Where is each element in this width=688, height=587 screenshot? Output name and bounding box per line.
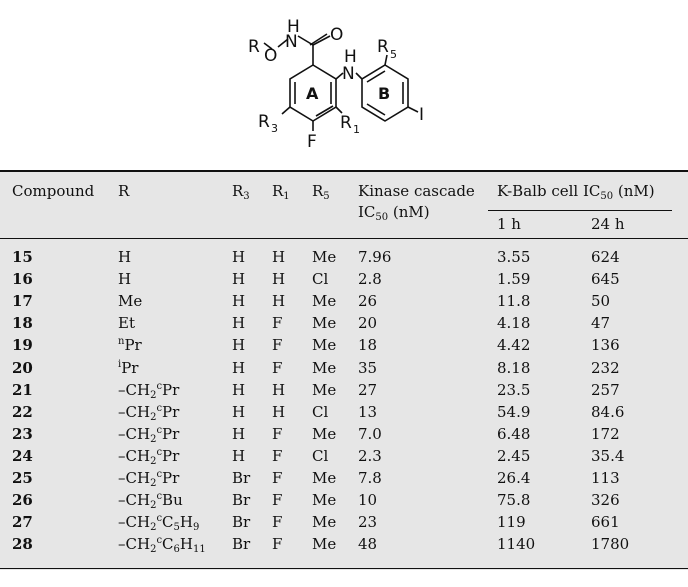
cell-kinase: 13 xyxy=(358,402,378,421)
structure-drawing xyxy=(230,12,450,160)
cell-r xyxy=(118,268,131,290)
cell-r xyxy=(118,312,135,334)
cell-r3: H xyxy=(232,292,246,311)
cell-r3: H xyxy=(232,336,246,355)
cell-1h: 2.45 xyxy=(497,446,531,465)
cell-compound: 22 xyxy=(12,402,33,421)
table-row xyxy=(0,290,688,312)
cell-r-r-post: $C_6H_{11}$ xyxy=(162,535,206,556)
header-r: R xyxy=(118,182,130,200)
cell-r3: H xyxy=(232,248,246,266)
table-row xyxy=(0,334,688,356)
data-table xyxy=(0,170,688,570)
cell-r xyxy=(118,423,179,445)
cell-r-r-pre: H xyxy=(118,270,132,289)
cell-r-r-post: Pr xyxy=(162,380,180,399)
cell-r-r-pre: –CH xyxy=(118,469,151,487)
cell-r xyxy=(118,511,199,533)
cell-r-r-sup: c xyxy=(156,402,163,414)
cell-r-r-pre: Et xyxy=(118,314,135,333)
cell-1h: 1.59 xyxy=(497,270,531,289)
table-row xyxy=(0,268,688,290)
header-1h: 1 h xyxy=(497,215,521,233)
cell-1h: 54.9 xyxy=(497,402,531,421)
structure-label-i: I xyxy=(419,105,425,125)
cell-r-r-sup: c xyxy=(156,424,163,436)
cell-24h: 1780 xyxy=(591,535,630,554)
structure-label-r1-sub: 1 xyxy=(353,123,360,136)
header-sub-rule xyxy=(488,210,672,211)
cell-24h: 624 xyxy=(591,248,620,266)
cell-r1: F xyxy=(272,314,283,333)
header-24h: 24 h xyxy=(591,215,625,233)
cell-kinase: 48 xyxy=(358,535,378,554)
cell-r-r-pre: Me xyxy=(118,292,143,311)
cell-r5: Me xyxy=(312,314,337,333)
cell-r-r-sub: 2 xyxy=(150,455,157,467)
cell-r3: H xyxy=(232,446,246,465)
cell-r3: H xyxy=(232,402,246,421)
cell-r-r-sub: 2 xyxy=(150,389,157,401)
cell-kinase: 10 xyxy=(358,491,378,510)
cell-r-r-pre: –CH xyxy=(118,446,151,465)
cell-r1: H xyxy=(272,380,286,399)
cell-r-r-sup: c xyxy=(156,513,163,525)
cell-r-r-pre: –CH xyxy=(118,402,151,421)
cell-r-r-post: Pr xyxy=(121,358,139,377)
cell-r3: H xyxy=(232,380,246,399)
structure-label-o-carbonyl: O xyxy=(330,25,344,45)
structure-label-r: R xyxy=(248,37,260,57)
cell-r-r-post: Pr xyxy=(162,402,180,421)
cell-1h: 119 xyxy=(497,513,526,532)
cell-1h: 23.5 xyxy=(497,380,531,399)
structure-label-r5: R xyxy=(377,37,389,57)
chemical-structure xyxy=(230,12,450,160)
cell-r3: H xyxy=(232,270,246,289)
cell-1h: 4.18 xyxy=(497,314,531,333)
structure-label-o-ether: O xyxy=(264,46,278,66)
cell-r1: F xyxy=(272,336,283,355)
cell-compound: 17 xyxy=(12,292,33,311)
cell-r1: H xyxy=(272,248,286,266)
structure-label-f: F xyxy=(307,132,317,152)
cell-r-r-pre: –CH xyxy=(118,491,151,510)
table-row xyxy=(0,357,688,379)
cell-r-r-sup: c xyxy=(156,491,163,503)
cell-24h: 232 xyxy=(591,358,620,377)
cell-r xyxy=(118,246,131,268)
cell-kinase: 27 xyxy=(358,380,378,399)
cell-r-r-post: Bu xyxy=(162,491,183,510)
table-row xyxy=(0,467,688,489)
cell-r-r-post: Pr xyxy=(162,446,180,465)
cell-r xyxy=(118,445,179,467)
cell-kinase: 2.8 xyxy=(358,270,382,289)
cell-kinase: 7.8 xyxy=(358,469,382,487)
structure-label-h-top: H xyxy=(287,17,300,37)
cell-24h: 172 xyxy=(591,424,620,443)
cell-r3: Br xyxy=(232,491,251,510)
cell-r-r-sup: c xyxy=(156,446,163,458)
cell-kinase: 20 xyxy=(358,314,378,333)
cell-1h: 26.4 xyxy=(497,469,531,487)
cell-r-r-sub: 2 xyxy=(150,544,157,556)
cell-r5: Me xyxy=(312,491,337,510)
cell-r5: Me xyxy=(312,535,337,554)
structure-label-r3: R xyxy=(258,112,270,132)
cell-r xyxy=(118,401,179,423)
cell-24h: 35.4 xyxy=(591,446,625,465)
structure-label-h-amine: H xyxy=(344,47,357,67)
cell-r-r-sub: 2 xyxy=(150,411,157,423)
cell-r-r-post: $C_5H_9$ xyxy=(162,513,200,534)
cell-kinase: 26 xyxy=(358,292,378,311)
cell-compound: 24 xyxy=(12,446,33,465)
structure-label-n-amine: N xyxy=(342,64,355,84)
cell-r xyxy=(118,489,183,511)
cell-r1: F xyxy=(272,535,283,554)
cell-compound: 19 xyxy=(12,336,33,355)
header-kbalb: K-Balb cell $IC_{50}$ (nM) xyxy=(497,182,655,202)
table-row xyxy=(0,511,688,533)
header-r3: $R_3$ xyxy=(232,182,250,202)
cell-1h: 6.48 xyxy=(497,424,531,443)
cell-kinase: 7.96 xyxy=(358,248,392,266)
cell-r-r-sup: n xyxy=(118,336,125,348)
structure-label-r5-sub: 5 xyxy=(390,48,397,61)
cell-r xyxy=(118,533,206,555)
cell-1h: 11.8 xyxy=(497,292,531,311)
header-r5: $R_5$ xyxy=(312,182,330,202)
cell-r-r-sub: 2 xyxy=(150,433,157,445)
cell-r1: H xyxy=(272,270,286,289)
cell-r-r-sup: c xyxy=(156,535,163,547)
cell-24h: 136 xyxy=(591,336,620,355)
cell-r-r-sup: c xyxy=(156,380,163,392)
cell-compound: 27 xyxy=(12,513,33,532)
table-row xyxy=(0,489,688,511)
table-bottom-rule xyxy=(0,568,688,569)
cell-r-r-sup: i xyxy=(118,358,122,370)
cell-24h: 84.6 xyxy=(591,402,625,421)
cell-r-r-pre: –CH xyxy=(118,380,151,399)
cell-1h: 4.42 xyxy=(497,336,531,355)
structure-label-ring-a: A xyxy=(306,84,319,103)
cell-r-r-sub: 2 xyxy=(150,500,157,512)
cell-kinase: 7.0 xyxy=(358,424,382,443)
cell-kinase: 35 xyxy=(358,358,378,377)
cell-compound: 25 xyxy=(12,469,33,487)
cell-compound: 15 xyxy=(12,248,33,266)
table-row xyxy=(0,533,688,555)
cell-r3: H xyxy=(232,314,246,333)
cell-r5: Me xyxy=(312,248,337,266)
cell-24h: 113 xyxy=(591,469,620,487)
cell-r1: F xyxy=(272,469,283,487)
header-compound: Compound xyxy=(12,182,95,200)
table-row xyxy=(0,401,688,423)
cell-r5: Me xyxy=(312,358,337,377)
cell-1h: 75.8 xyxy=(497,491,531,510)
cell-r1: H xyxy=(272,402,286,421)
cell-1h: 3.55 xyxy=(497,248,531,266)
cell-r xyxy=(118,467,179,489)
cell-compound: 16 xyxy=(12,270,33,289)
cell-r3: H xyxy=(232,424,246,443)
cell-r5: Me xyxy=(312,513,337,532)
structure-label-r1: R xyxy=(340,113,352,133)
cell-r5: Me xyxy=(312,380,337,399)
cell-24h: 50 xyxy=(591,292,611,311)
cell-r1: F xyxy=(272,446,283,465)
cell-r-r-sub: 2 xyxy=(150,522,157,534)
cell-r1: F xyxy=(272,513,283,532)
cell-24h: 257 xyxy=(591,380,620,399)
table-row xyxy=(0,445,688,467)
cell-r3: Br xyxy=(232,513,251,532)
cell-r5: Cl xyxy=(312,270,329,289)
cell-r-r-sub: 2 xyxy=(150,478,157,489)
cell-r xyxy=(118,379,179,401)
table-row xyxy=(0,423,688,445)
cell-r1: H xyxy=(272,292,286,311)
cell-r1: F xyxy=(272,358,283,377)
cell-r3: Br xyxy=(232,535,251,554)
cell-r5: Cl xyxy=(312,446,329,465)
cell-r-r-pre: –CH xyxy=(118,513,151,532)
cell-24h: 47 xyxy=(591,314,611,333)
cell-r5: Me xyxy=(312,424,337,443)
structure-label-ring-b: B xyxy=(378,84,391,103)
cell-r-r-post: Pr xyxy=(124,336,142,355)
cell-r5: Me xyxy=(312,469,337,487)
cell-r-r-pre: H xyxy=(118,248,132,266)
cell-kinase: 2.3 xyxy=(358,446,382,465)
cell-1h: 1140 xyxy=(497,535,536,554)
table-top-rule xyxy=(0,170,688,172)
cell-r-r-post: Pr xyxy=(162,424,180,443)
cell-compound: 28 xyxy=(12,535,33,554)
cell-r3: H xyxy=(232,358,246,377)
cell-compound: 21 xyxy=(12,380,33,399)
cell-kinase: 18 xyxy=(358,336,378,355)
cell-compound: 23 xyxy=(12,424,33,443)
table-row xyxy=(0,379,688,401)
structure-label-n-amide: N xyxy=(285,32,298,52)
cell-r-r-pre: –CH xyxy=(118,535,151,554)
cell-r3: Br xyxy=(232,469,251,487)
cell-r5: Me xyxy=(312,336,337,355)
cell-compound: 18 xyxy=(12,314,33,333)
cell-r1: F xyxy=(272,491,283,510)
cell-r-r-post: Pr xyxy=(162,469,180,487)
cell-r1: F xyxy=(272,424,283,443)
cell-compound: 26 xyxy=(12,491,33,510)
cell-r-r-pre: –CH xyxy=(118,424,151,443)
header-r1: $R_1$ xyxy=(272,182,290,202)
header-kinase-line2: $IC_{50}$ (nM) xyxy=(358,203,430,223)
cell-r5: Cl xyxy=(312,402,329,421)
cell-kinase: 23 xyxy=(358,513,378,532)
cell-24h: 326 xyxy=(591,491,620,510)
cell-r5: Me xyxy=(312,292,337,311)
cell-r xyxy=(118,290,142,312)
structure-label-r3-sub: 3 xyxy=(271,122,278,135)
cell-24h: 661 xyxy=(591,513,620,532)
cell-r-r-sup: c xyxy=(156,469,163,480)
header-kinase-line1: Kinase cascade xyxy=(358,182,475,200)
cell-1h: 8.18 xyxy=(497,358,531,377)
cell-compound: 20 xyxy=(12,358,33,377)
cell-r xyxy=(118,357,138,379)
table-row xyxy=(0,312,688,334)
header-bottom-rule xyxy=(0,238,688,239)
cell-24h: 645 xyxy=(591,270,620,289)
table-row xyxy=(0,246,688,268)
cell-r xyxy=(118,334,142,356)
